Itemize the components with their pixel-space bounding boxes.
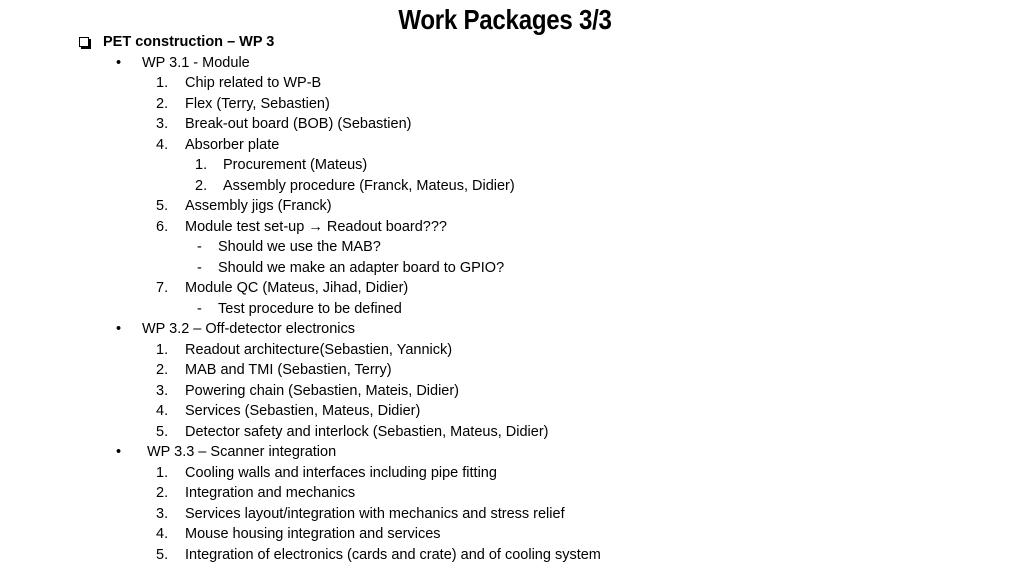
list-item-text: Absorber plate (185, 136, 280, 153)
list-marker: 5. (156, 423, 169, 440)
list-item-text: Module QC (Mateus, Jihad, Didier) (185, 280, 409, 296)
list-item-text: WP 3.2 – Off-detector electronics (142, 321, 356, 337)
list-marker: • (116, 321, 122, 337)
list-marker: 6. (156, 218, 169, 235)
list-marker: - (197, 300, 202, 317)
list-marker: 7. (156, 280, 169, 296)
list-item-text: Assembly jigs (Franck) (185, 198, 332, 214)
slide-title: Work Packages 3/3 (398, 4, 612, 35)
list-marker: 3. (156, 505, 169, 522)
list-marker: 1. (156, 75, 169, 91)
list-marker: 5. (156, 546, 169, 563)
list-item-text: Procurement (Mateus) (223, 157, 368, 173)
list-item-text: Module test set-up → Readout board??? (185, 218, 447, 235)
list-item-text: Cooling walls and interfaces including pipe fitting (185, 464, 497, 481)
list-item-text: WP 3.3 – Scanner integration (147, 444, 337, 460)
list-item-text: Services (Sebastien, Mateus, Didier) (185, 403, 421, 419)
checkbox-bullet-icon (79, 37, 89, 47)
list-item-text: Assembly procedure (Franck, Mateus, Didier) (223, 177, 515, 194)
list-item-text: Break-out board (BOB) (Sebastien) (185, 116, 412, 132)
list-marker: 4. (156, 526, 169, 542)
list-marker: 3. (156, 382, 169, 399)
list-item-text: Should we use the MAB? (218, 239, 381, 255)
list-marker: • (116, 444, 122, 460)
list-marker: 2. (156, 95, 169, 112)
list-marker: 2. (156, 485, 169, 501)
list-marker: - (197, 239, 202, 255)
list-item-text: Flex (Terry, Sebastien) (185, 95, 330, 112)
list-marker: 2. (195, 177, 208, 194)
list-marker: 2. (156, 362, 169, 378)
list-marker: - (197, 259, 202, 276)
list-item-text: Test procedure to be defined (218, 300, 402, 317)
list-marker: 1. (156, 464, 169, 481)
list-marker: • (116, 54, 122, 71)
list-item-text: Detector safety and interlock (Sebastien, Mateus, Didier) (185, 423, 549, 440)
list-marker: 4. (156, 136, 169, 153)
list-marker: 4. (156, 403, 169, 419)
list-item-text: WP 3.1 - Module (142, 54, 250, 71)
list-item-text: Integration and mechanics (185, 485, 356, 501)
list-item-text: Should we make an adapter board to GPIO? (218, 259, 505, 276)
list-marker: 1. (156, 341, 169, 358)
list-item-text: Mouse housing integration and services (185, 526, 441, 542)
list-marker: 1. (195, 157, 208, 173)
list-item-text: MAB and TMI (Sebastien, Terry) (185, 362, 392, 378)
list-marker: 3. (156, 116, 169, 132)
list-item-text: Powering chain (Sebastien, Mateis, Didier) (185, 382, 460, 399)
list-item-text: Services layout/integration with mechanics and stress relief (185, 505, 565, 522)
list-marker: 5. (156, 198, 169, 214)
list-item-text: Integration of electronics (cards and crate) and of cooling system (185, 546, 601, 563)
list-item-text: PET construction – WP 3 (103, 34, 275, 50)
list-item-text: Readout architecture(Sebastien, Yannick) (185, 341, 453, 358)
list-item-text: Chip related to WP-B (185, 75, 322, 91)
